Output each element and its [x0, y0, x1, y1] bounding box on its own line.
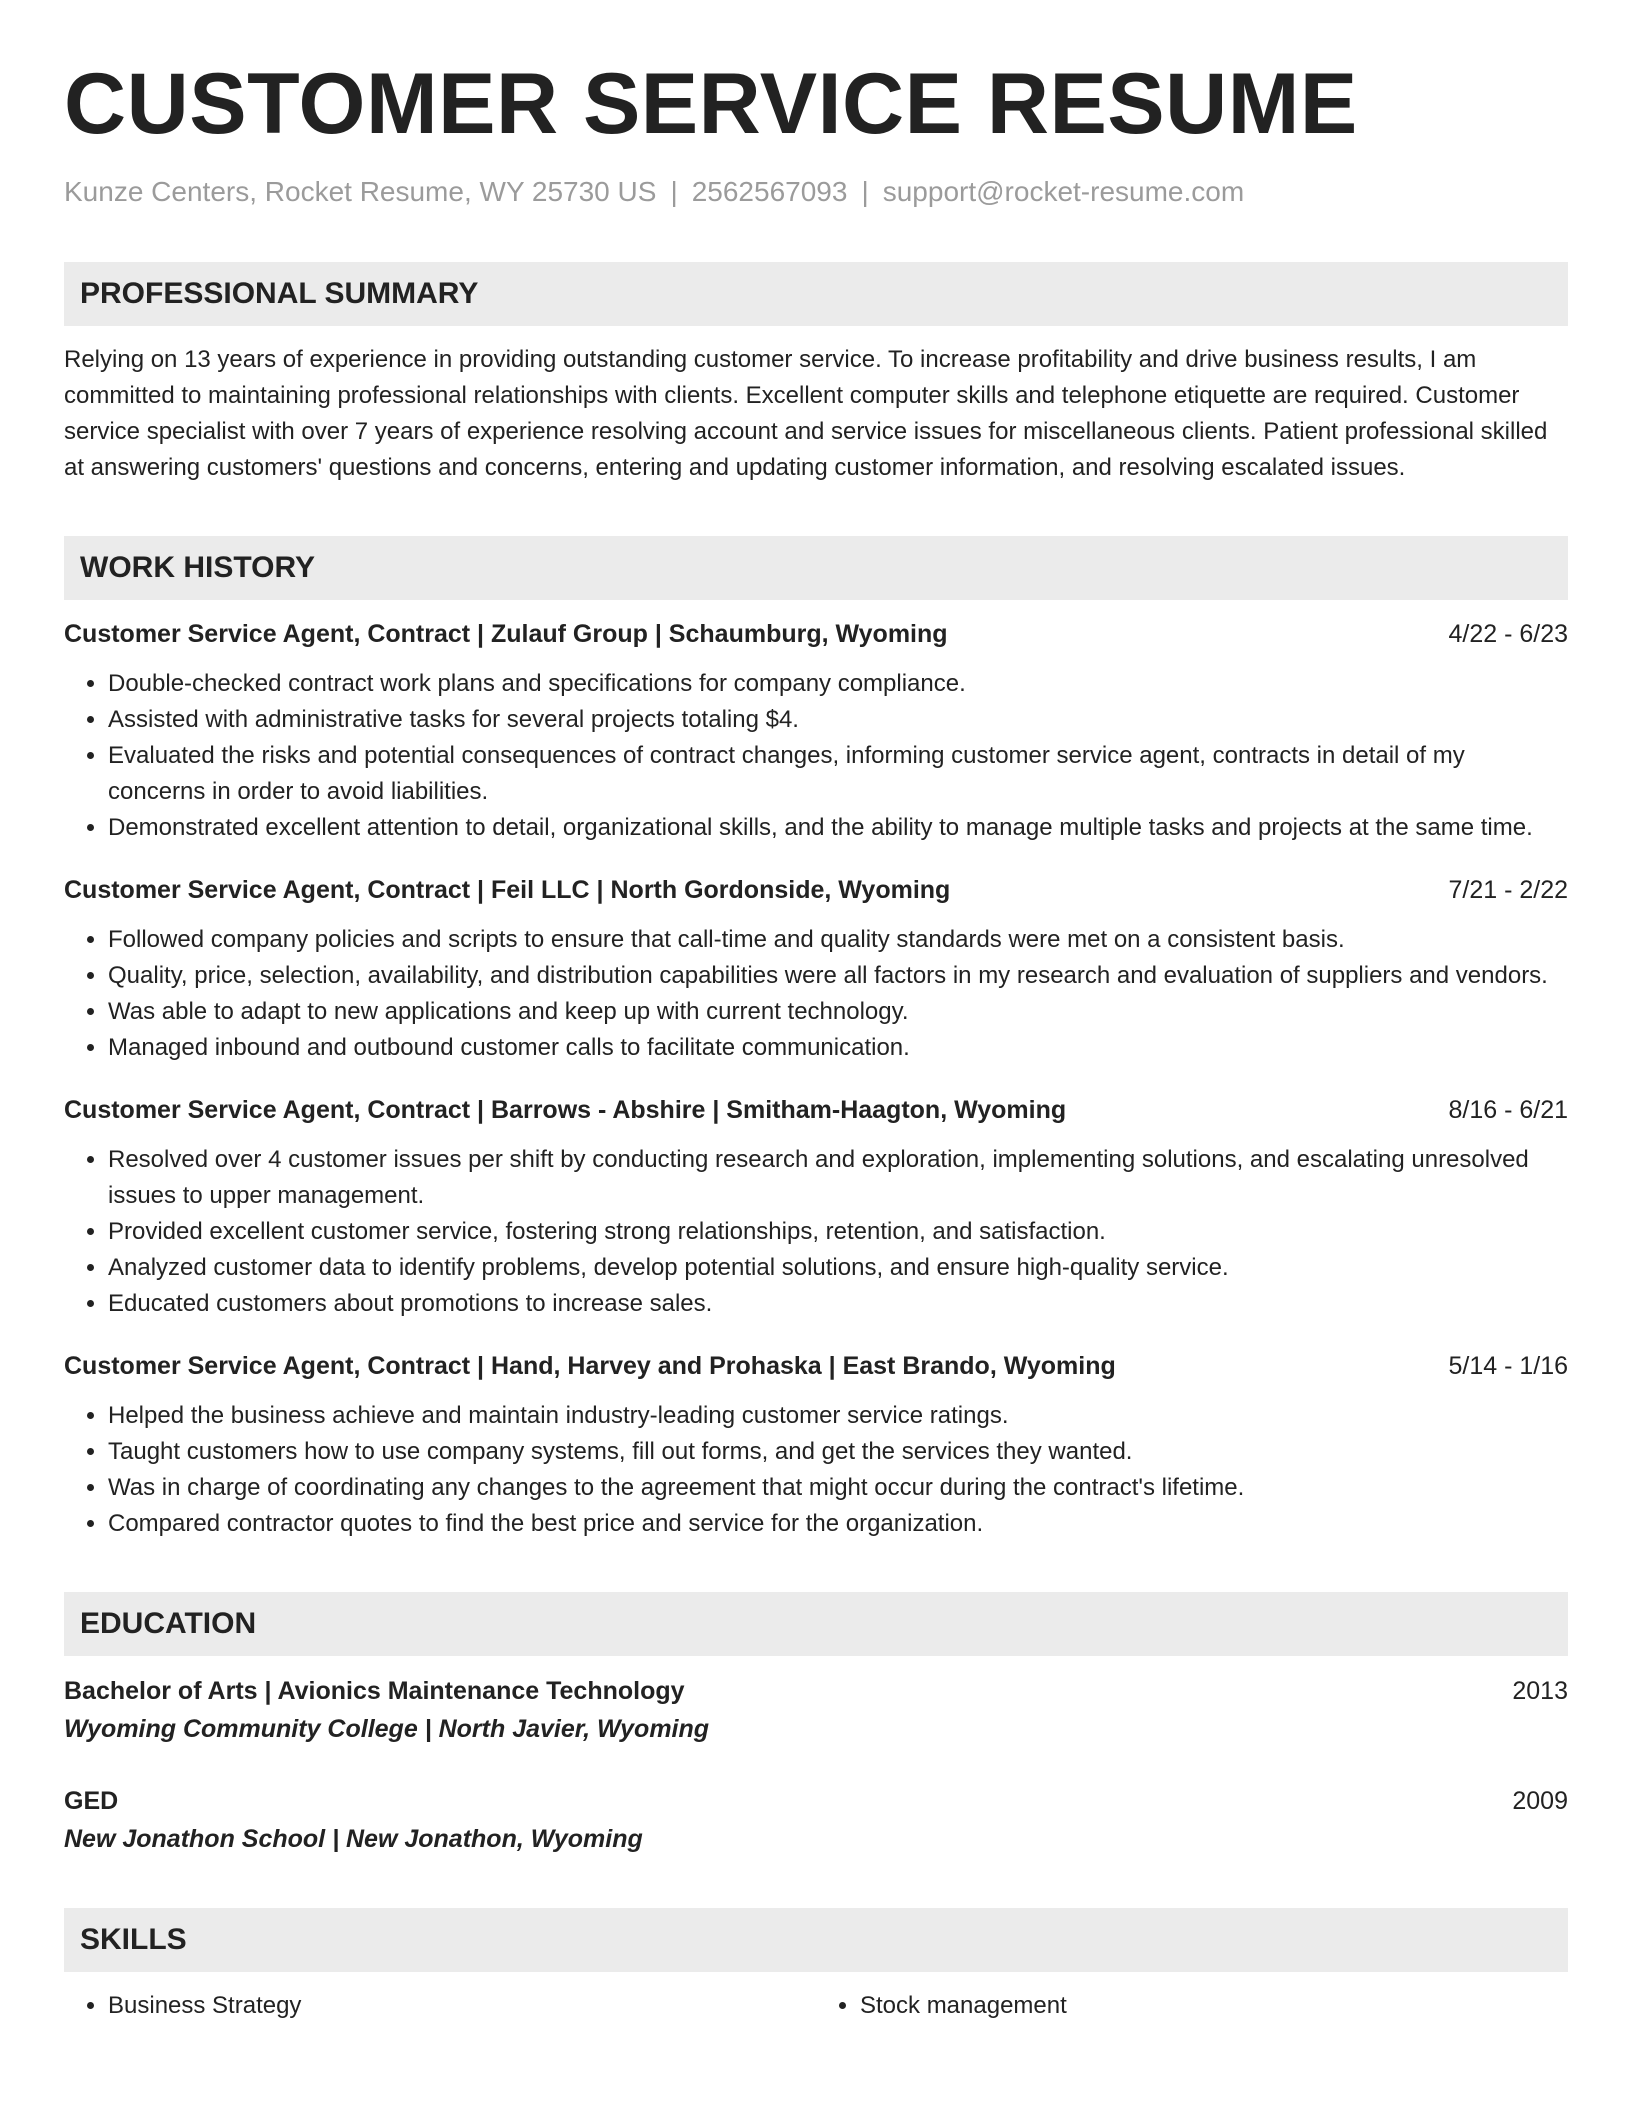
education-school: Wyoming Community College | North Javier, Wyoming: [64, 1715, 710, 1743]
contact-separator: |: [670, 176, 678, 207]
job-bullet: • Demonstrated excellent attention to detail, organizational skills, and the ability to manage multiple tasks and projects at the same time.: [108, 810, 1568, 846]
job-bullet: • Provided excellent customer service, fostering strong relationships, retention, and satisfaction.: [108, 1214, 1568, 1250]
job-title: Customer Service Agent, Contract | Zulauf Group | Schaumburg, Wyoming: [64, 620, 948, 648]
skills-column-left: [64, 1988, 816, 2024]
education-header: [64, 1672, 1568, 1710]
job-bullet: • Double-checked contract work plans and specifications for company compliance.: [108, 666, 1568, 702]
job-entry: [64, 1092, 1568, 1322]
job-bullet: • Compared contractor quotes to find the best price and service for the organization.: [108, 1506, 1568, 1542]
contact-line: [64, 174, 1568, 210]
job-entry: [64, 872, 1568, 1066]
summary-text: Relying on 13 years of experience in providing outstanding customer service. To increase profitability and drive business results, I am committed to maintaining professional relationships with clients. Excellent computer skills and telephone etiquette are required. Customer service specialist with over 7 years of experience resolving account and service issues for miscellaneous clients. Patient professional skilled at answering customers' questions and concerns, entering and updating customer information, and resolving escalated issues.: [64, 346, 1548, 481]
job-title: Customer Service Agent, Contract | Feil LLC | North Gordonside, Wyoming: [64, 876, 951, 904]
contact-separator: |: [861, 176, 869, 207]
job-bullet: • Followed company policies and scripts to ensure that call-time and quality standards were met on a consistent basis.: [108, 922, 1568, 958]
job-bullet: • Analyzed customer data to identify problems, develop potential solutions, and ensure high-quality service.: [108, 1250, 1568, 1286]
job-bullet: • Quality, price, selection, availability, and distribution capabilities were all factors in my research and evaluation of suppliers and vendors.: [108, 958, 1568, 994]
job-bullets: [64, 1398, 1568, 1542]
section-heading-skills: SKILLS: [64, 1908, 1568, 1972]
section-heading-education: EDUCATION: [64, 1592, 1568, 1656]
job-bullet: • Taught customers how to use company systems, fill out forms, and get the services they wanted.: [108, 1434, 1568, 1470]
job-bullet: • Managed inbound and outbound customer calls to facilitate communication.: [108, 1030, 1568, 1066]
education-entry: [64, 1672, 1568, 1748]
resume-title: CUSTOMER SERVICE RESUME: [64, 56, 1358, 152]
job-bullet: • Assisted with administrative tasks for several projects totaling $4.: [108, 702, 1568, 738]
education-year: 2013: [1512, 1677, 1568, 1705]
job-bullet: • Was in charge of coordinating any changes to the agreement that might occur during the contract's lifetime.: [108, 1470, 1568, 1506]
education-entry: [64, 1782, 1568, 1858]
job-header: [64, 1348, 1568, 1384]
job-header: [64, 1092, 1568, 1128]
job-entry: [64, 616, 1568, 846]
education-header: [64, 1782, 1568, 1820]
contact-email: support@rocket-resume.com: [882, 176, 1245, 207]
education-school: New Jonathon School | New Jonathon, Wyoming: [64, 1825, 643, 1853]
job-bullets: [64, 1142, 1568, 1322]
education-year: 2009: [1512, 1787, 1568, 1815]
section-heading-summary: PROFESSIONAL SUMMARY: [64, 262, 1568, 326]
skill-item: • Business Strategy: [108, 1988, 816, 2024]
job-header: [64, 872, 1568, 908]
section-heading-work: WORK HISTORY: [64, 536, 1568, 600]
job-bullet: • Educated customers about promotions to increase sales.: [108, 1286, 1568, 1322]
skill-item: • Stock management: [860, 1988, 1568, 2024]
education-degree: Bachelor of Arts | Avionics Maintenance Technology: [64, 1677, 685, 1705]
skills-list: [64, 1988, 1568, 2024]
job-dates: 8/16 - 6/21: [1448, 1096, 1568, 1124]
contact-address: Kunze Centers, Rocket Resume, WY 25730 US: [64, 176, 657, 207]
job-title: Customer Service Agent, Contract | Hand, Harvey and Prohaska | East Brando, Wyoming: [64, 1352, 1116, 1380]
education-degree: GED: [64, 1787, 119, 1815]
job-dates: 4/22 - 6/23: [1448, 620, 1568, 648]
job-bullet: • Was able to adapt to new applications and keep up with current technology.: [108, 994, 1568, 1030]
skills-column-right: [816, 1988, 1568, 2024]
job-dates: 7/21 - 2/22: [1448, 876, 1568, 904]
job-bullet: • Helped the business achieve and maintain industry-leading customer service ratings.: [108, 1398, 1568, 1434]
job-bullets: [64, 922, 1568, 1066]
job-bullet: • Resolved over 4 customer issues per shift by conducting research and exploration, implementing solutions, and escalating unresolved issues to upper management.: [108, 1142, 1568, 1214]
job-title: Customer Service Agent, Contract | Barrows - Abshire | Smitham-Haagton, Wyoming: [64, 1096, 1067, 1124]
job-header: [64, 616, 1568, 652]
job-bullet: • Evaluated the risks and potential consequences of contract changes, informing customer service agent, contracts in detail of my concerns in order to avoid liabilities.: [108, 738, 1568, 810]
job-dates: 5/14 - 1/16: [1448, 1352, 1568, 1380]
job-bullets: [64, 666, 1568, 846]
job-entry: [64, 1348, 1568, 1542]
contact-phone: 2562567093: [691, 176, 848, 207]
